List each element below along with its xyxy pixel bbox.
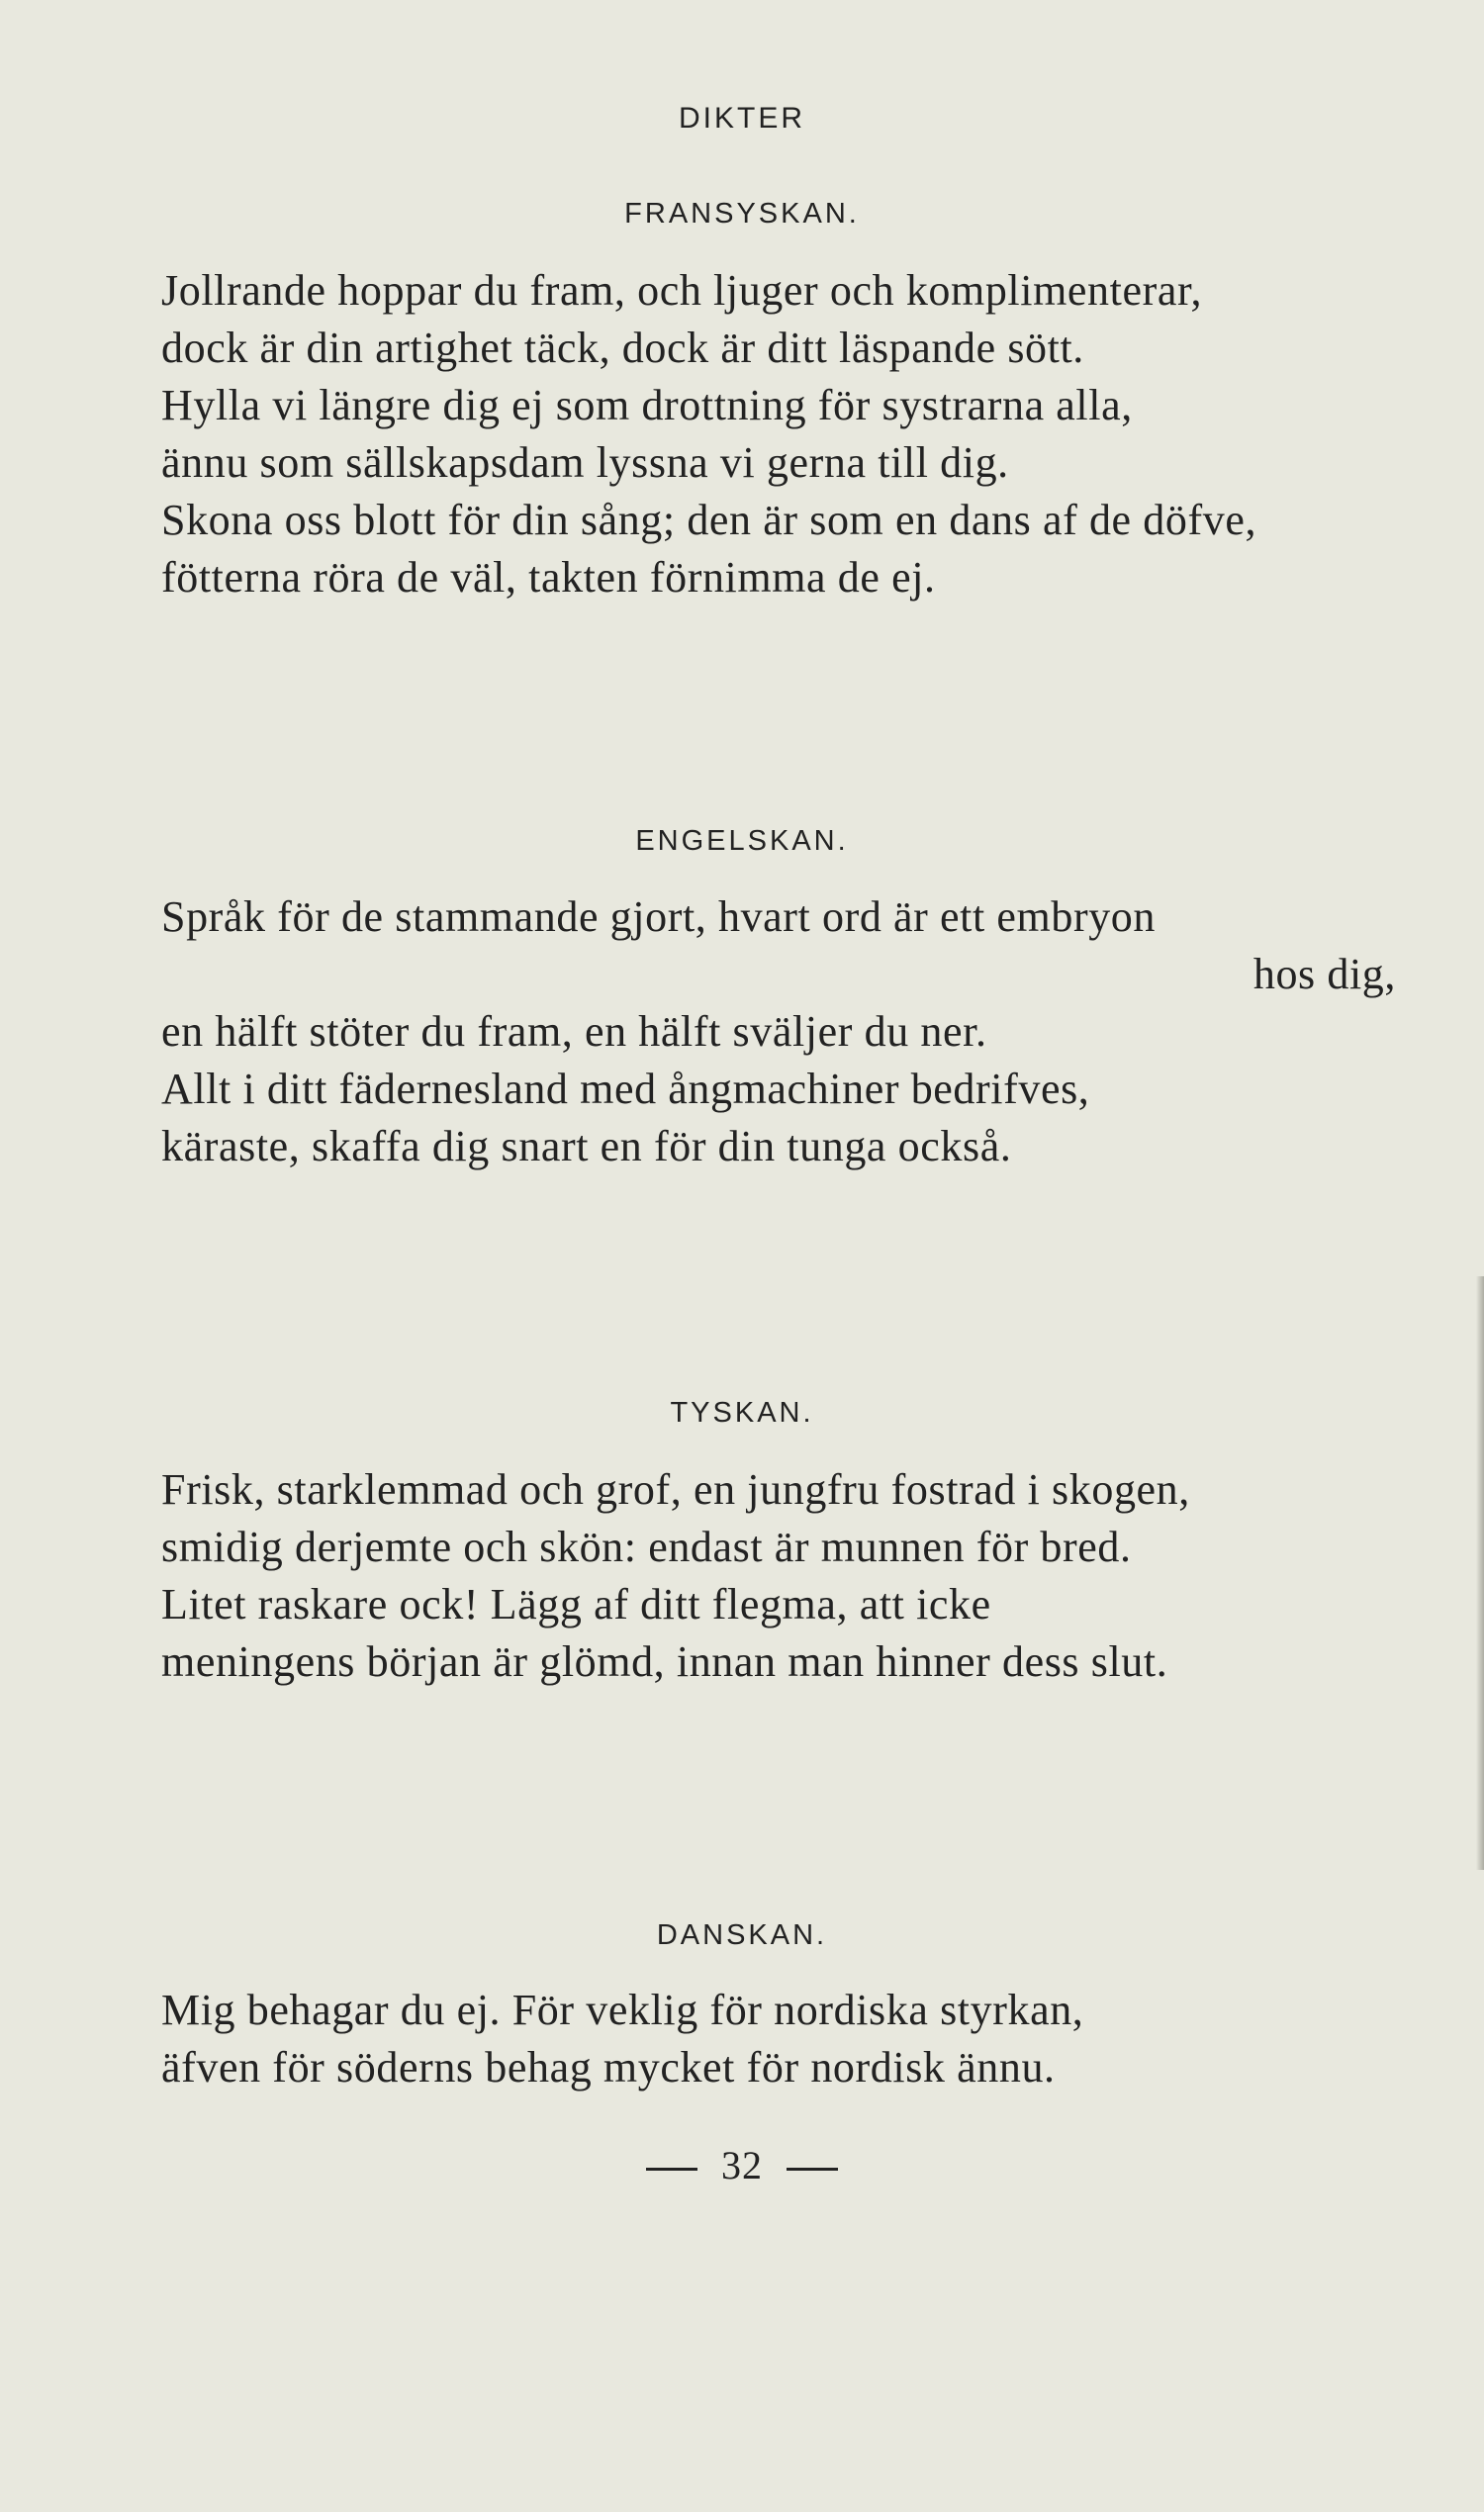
poem-tyskan bbox=[161, 1461, 1438, 1691]
page-edge-shadow bbox=[1476, 1276, 1484, 1870]
verse-line: fötterna röra de väl, takten förnimma de ej. bbox=[161, 553, 936, 602]
folio-dash-left bbox=[646, 2168, 697, 2171]
section-title-fransyskan: FRANSYSKAN. bbox=[624, 198, 860, 230]
section-title-engelskan: ENGELSKAN. bbox=[635, 825, 849, 857]
verse-line: Hylla vi längre dig ej som drottning för systrarna alla, bbox=[161, 381, 1133, 429]
verse-line: Jollrande hoppar du fram, och ljuger och komplimenterar, bbox=[161, 266, 1203, 315]
verse-line: Frisk, starklemmad och grof, en jungfru fostrad i skogen, bbox=[161, 1465, 1190, 1514]
verse-line-continuation: hos dig, bbox=[1252, 950, 1396, 998]
verse-line: dock är din artighet täck, dock är ditt läspande sött. bbox=[161, 324, 1084, 372]
verse-line: äfven för söderns behag mycket för nordisk ännu. bbox=[161, 2043, 1056, 2092]
verse-line: meningens början är glömd, innan man hinner dess slut. bbox=[161, 1637, 1168, 1686]
verse-line: Språk för de stammande gjort, hvart ord är ett embryon bbox=[161, 892, 1156, 941]
running-head: DIKTER bbox=[678, 102, 805, 135]
verse-line: käraste, skaffa dig snart en för din tunga också. bbox=[161, 1122, 1012, 1170]
section-title-danskan: DANSKAN. bbox=[656, 1919, 828, 1951]
verse-line: en hälft stöter du fram, en hälft sväljer du ner. bbox=[161, 1007, 987, 1056]
folio-dash-right bbox=[787, 2168, 838, 2171]
verse-line: Skona oss blott för din sång; den är som en dans af de döfve, bbox=[161, 496, 1257, 544]
poem-danskan bbox=[161, 1982, 1438, 2096]
page-number-text: 32 bbox=[721, 2143, 763, 2187]
page-number bbox=[0, 2142, 1484, 2188]
verse-line: ännu som sällskapsdam lyssna vi gerna till dig. bbox=[161, 438, 1009, 487]
verse-line: smidig derjemte och skön: endast är munnen för bred. bbox=[161, 1523, 1132, 1571]
verse-line: Litet raskare ock! Lägg af ditt flegma, att icke bbox=[161, 1580, 991, 1628]
verse-line: Mig behagar du ej. För veklig för nordiska styrkan, bbox=[161, 1986, 1084, 2034]
poem-engelskan bbox=[161, 888, 1438, 1175]
verse-line: Allt i ditt fädernesland med ångmachiner bedrifves, bbox=[161, 1065, 1090, 1113]
poem-fransyskan bbox=[161, 262, 1438, 606]
section-title-tyskan: TYSKAN. bbox=[670, 1397, 814, 1429]
